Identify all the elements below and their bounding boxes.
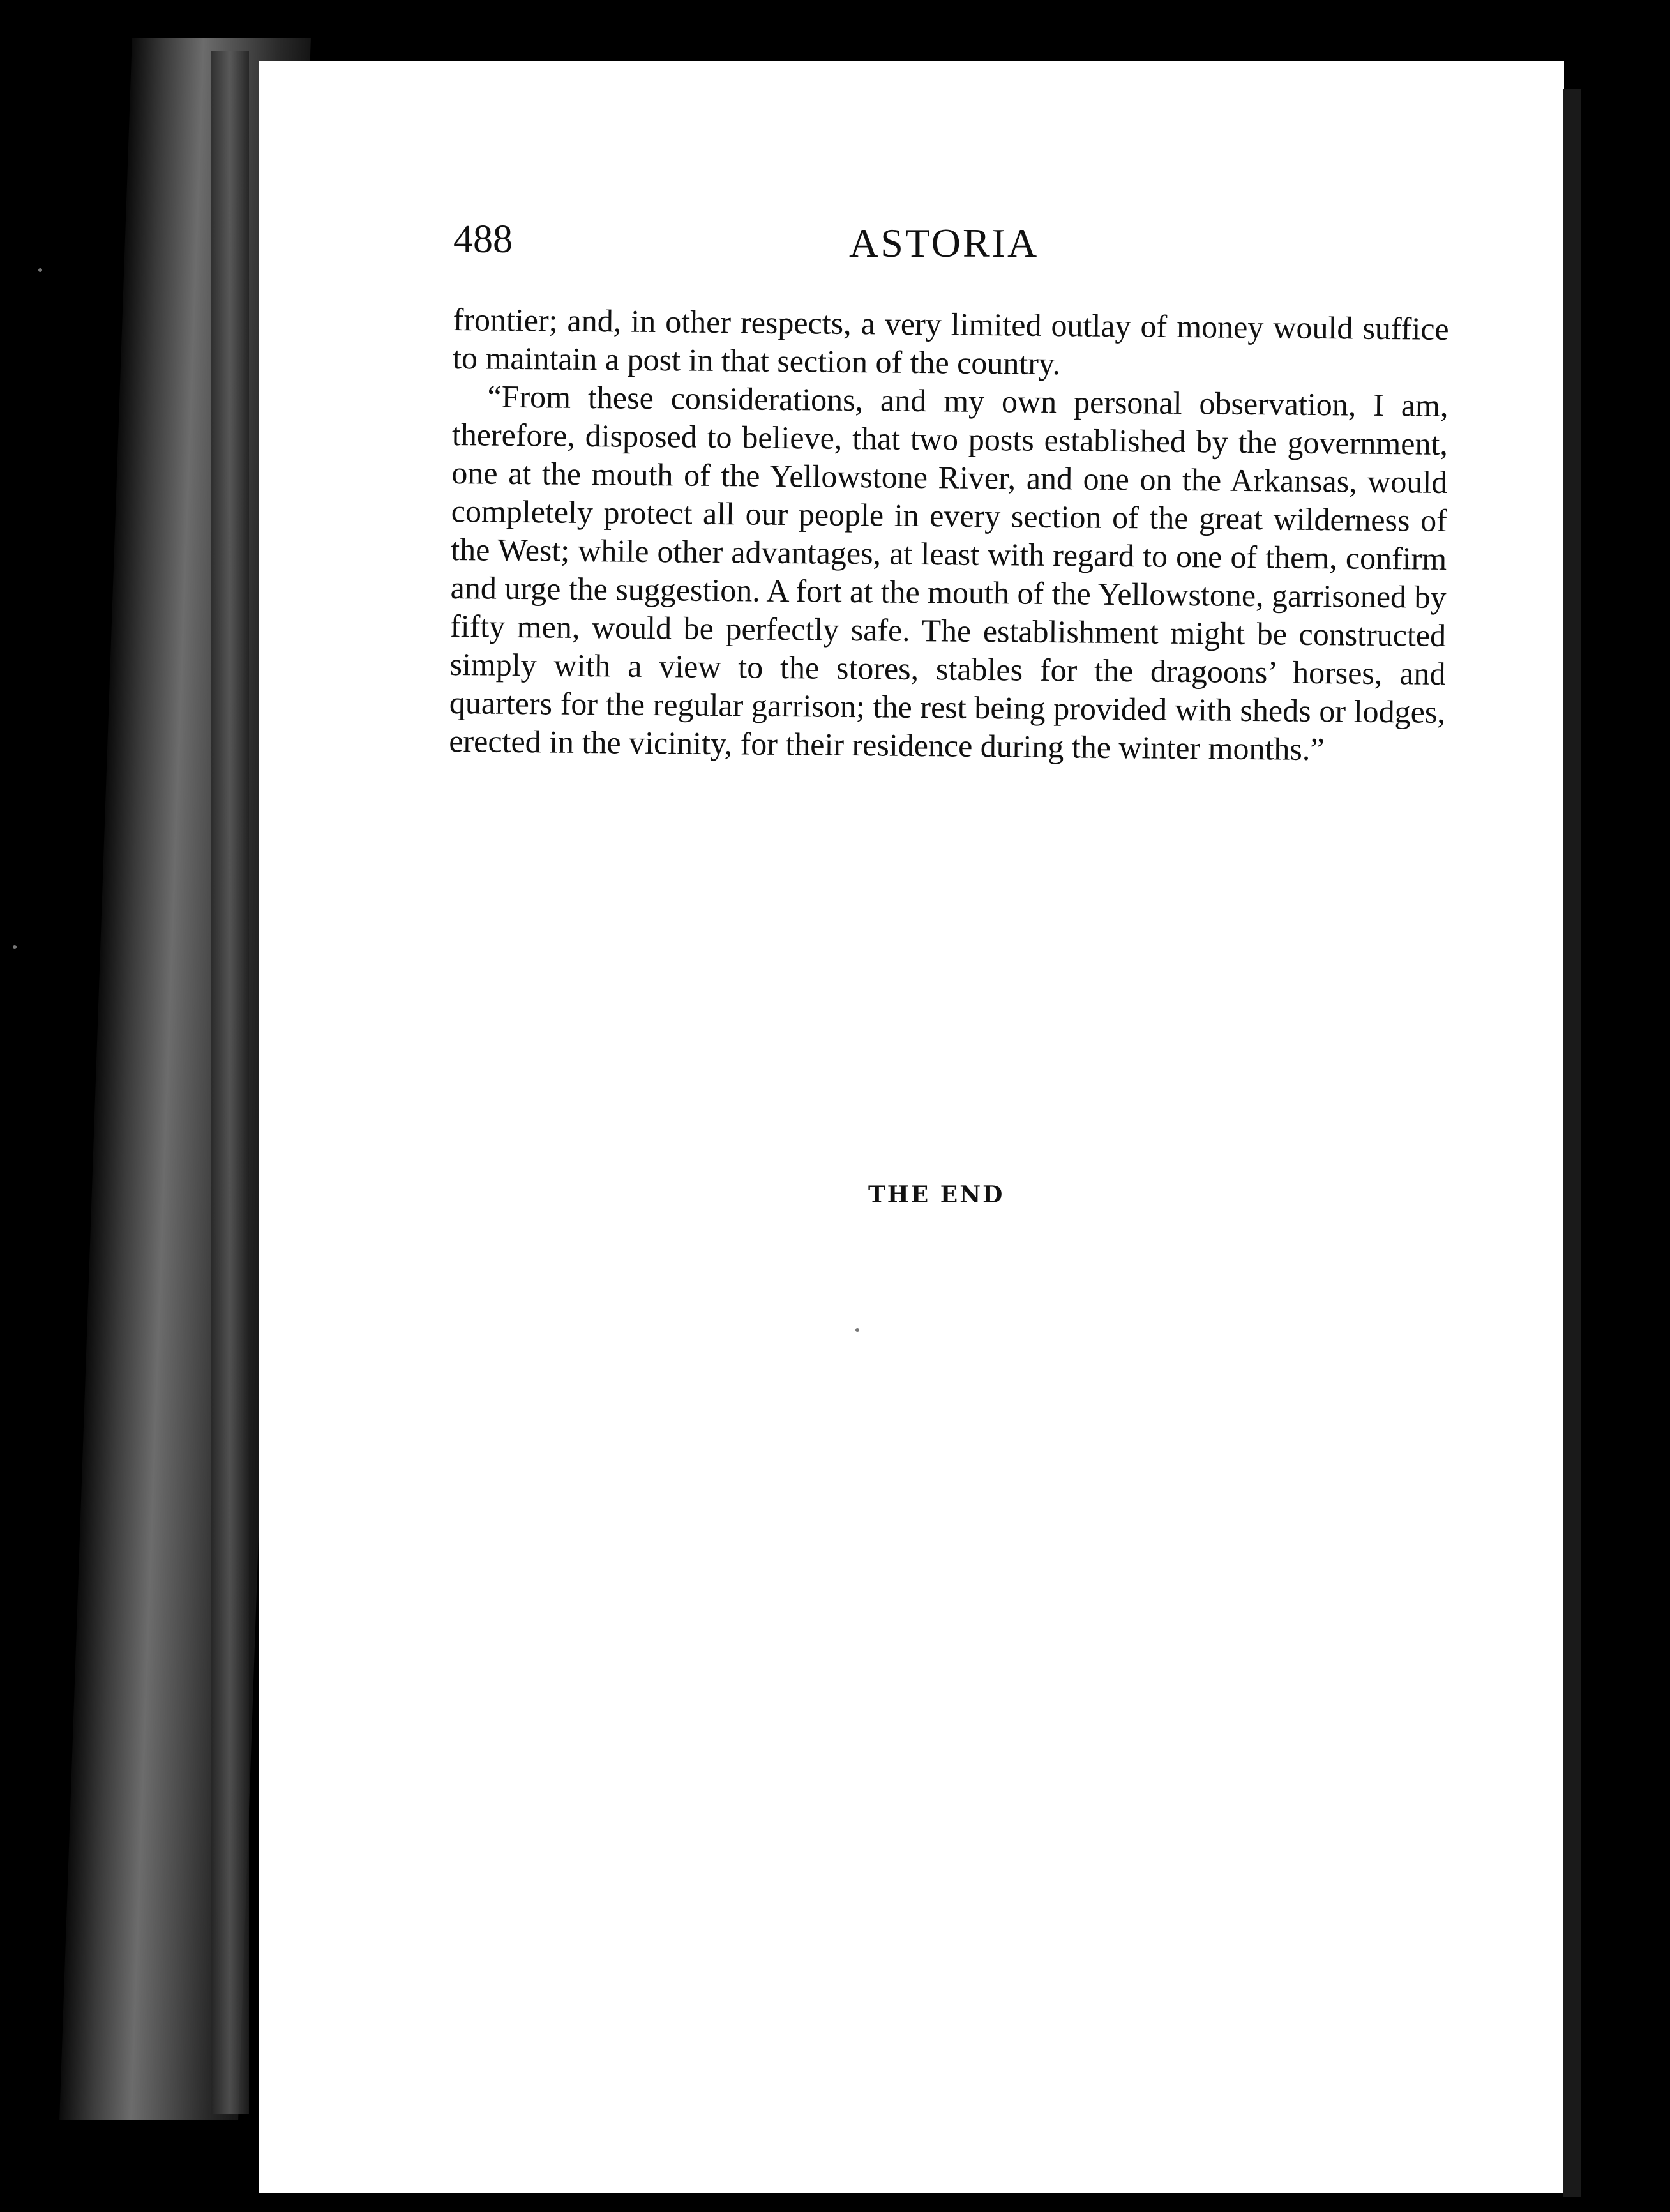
page-edge-background <box>1581 89 1670 2212</box>
paragraph: “From these considerations, and my own personal observation, I am, therefore, disposed to believe, that two posts established by the government, one at the mouth of the Yellowstone River, and one on the Arkansas, would completely protect all our people in every section of the great wilderness of the West; while other advantages, at least with regard to one of them, confirm and urge the suggestion. A fort at the mouth of the Yellowstone, garrisoned by fifty men, would be perfectly safe. The establishment might be constructed simply with a view to the stores, stables for the dragoons’ horses, and quarters for the regular garrison; the rest being provided with sheds or lodges, erected in the vicinity, for their residence during the winter months.” <box>449 378 1448 768</box>
spine-edge <box>211 51 249 2114</box>
paragraph: frontier; and, in other respects, a very limited outlay of money would suffice to maintain a post in that section of the country. <box>452 301 1449 382</box>
page-edge-shadow <box>1563 89 1581 2197</box>
paper-speck <box>855 1328 859 1332</box>
body-text <box>449 300 1449 769</box>
scan-speck <box>38 268 42 272</box>
scan-speck <box>13 945 17 949</box>
page-number: 488 <box>453 218 513 261</box>
running-title: ASTORIA <box>849 220 1039 266</box>
the-end-label: THE END <box>868 1181 1005 1208</box>
page-header <box>453 217 1449 275</box>
